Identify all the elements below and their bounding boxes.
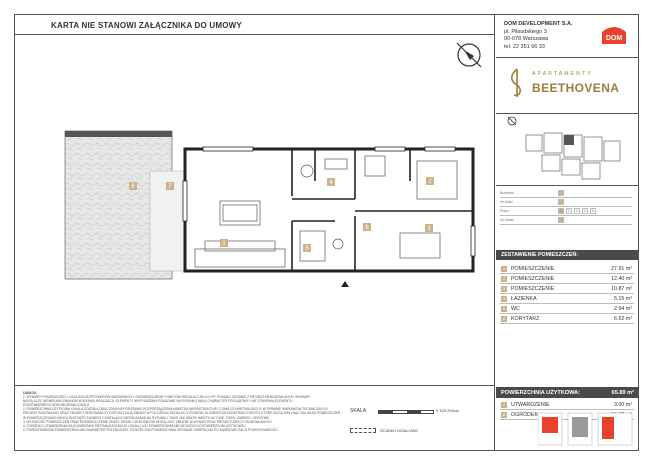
note-line: W POMIESZCZENIACH MOGĄ WYSTĄPIĆ ELEMENTY INSTALACJI NIEPOKAZANE NA RYSUNKU, TAKIE JAK KRATKI WENTYLACYJNE, PIONY, ZAWORY I SKRZYNKI (23, 415, 270, 420)
floor-selector (500, 189, 632, 225)
treble-clef-icon (506, 67, 528, 99)
note-line: 1. WYMIARY POMIESZCZEŃ, LOKALIZACJA PRZYBORÓW SANITARNYCH, ROZMIESZCZENIE PUNKTÓW INSTALACYJNYCH ITP. PODANO ZGODNIE Z PROJEKTEM BUDOWLANYM. WYMIARY (23, 395, 311, 400)
notes (15, 385, 495, 450)
apartment-walls (185, 149, 473, 271)
walls-legend (350, 428, 418, 433)
notes-title: UWAGA (23, 391, 37, 395)
brand-small-text: APARTAMENTY (532, 71, 593, 77)
room-row: 3 POMIESZCZENIE 10.87 m² (500, 284, 634, 294)
room-marker-8: 8 (131, 184, 135, 190)
usable-area-label: POWIERZCHNIA UŻYTKOWA: (501, 390, 581, 396)
label-unit: Nr lokalu (500, 218, 515, 222)
label-building: Budynek (500, 191, 514, 195)
room-row: 2 POMIESZCZENIE 12.40 m² (500, 274, 634, 284)
page-title: KARTA NIE STANOWI ZAŁĄCZNIKA DO UMOWY (15, 15, 495, 35)
usable-area (496, 387, 638, 398)
scale-label: SKALA: (350, 408, 368, 414)
room-row: 5 WC 2.94 m² (500, 304, 634, 314)
entrance-icon (341, 281, 349, 287)
floor-2: 2 (566, 208, 572, 214)
room-marker-6: 6 (365, 225, 369, 231)
brand-name: BEETHOVENA (532, 81, 620, 95)
floor-5: 5 (590, 208, 596, 214)
scale-bar (378, 410, 434, 414)
floor-1: 1 (558, 208, 564, 214)
developer-city: 00-078 Warszawa (504, 36, 549, 42)
room-marker-5: 5 (305, 246, 309, 252)
developer-name: DOM DEVELOPMENT S.A. (504, 21, 573, 27)
room-list (500, 264, 634, 324)
site-plan (506, 115, 631, 185)
note-line: MOGĄ ULEC NIEWIELKIM ZMIANOM W WYNIKU REALIZACJI. ELEMENTY WYPOSAŻENIA POKAZANE NA RYSUNKU MAJĄ CHARAKTER POGLĄDOWY I NIE STANOWIĄ ELEMENTU (23, 399, 293, 404)
room-row: 1 POMIESZCZENIE 27.91 m² (500, 264, 634, 274)
usable-area-value: 65.89 m² (611, 390, 634, 396)
walls-legend-label: ŚCIANKI DZIAŁOWE (380, 428, 419, 433)
developer-info (504, 21, 572, 51)
floor-4: 4 (582, 208, 588, 214)
room-row: 4 ŁAZIENKA 5.15 m² (500, 294, 634, 304)
note-line: 5. PRZEDSTAWIONA POWIERZCHNIA MA CHARAKTER PRZYBLIŻONY, OSTATECZNA POWIERZCHNIA ZOSTANIE OKREŚLONA PO INWENTARYZACJI POWYKONAWCZEJ (23, 427, 278, 432)
plan-panel (15, 15, 495, 450)
rooms-header: ZESTAWIENIE POMIESZCZEŃ: (496, 250, 638, 260)
svg-text:DOM: DOM (605, 35, 623, 42)
floor-plan (55, 121, 485, 311)
scale-numbers: 0 100 200cm (436, 408, 460, 413)
apartment-card (14, 14, 639, 451)
developer-street: pl. Piłsudskiego 3 (504, 28, 547, 35)
note-line: PROJEKT BUDOWLANY ORAZ PROJEKT WYKONAWCZY DOPUSZCZAJĄ ZMIANY W POLOŻENIU INSTALACJI, PIONÓW I ELEMENTÓW KONSTRUKCYJNYCH, KTÓRE MOGĄ WPŁYNĄĆ NA UKŁAD POMIESZCZEŃ (23, 411, 341, 416)
room-marker-7: 7 (168, 184, 172, 190)
label-staircase: Nr klatki (500, 200, 513, 204)
room-marker-4: 4 (329, 180, 333, 186)
floor-3: 3 (574, 208, 580, 214)
extra-row: 8 OGRÓDEK (500, 410, 634, 420)
room-row: 6 KORYTARZ 6.62 m² (500, 314, 634, 324)
room-marker-3: 3 (427, 226, 431, 232)
dom-logo-icon (600, 24, 628, 46)
certificate-badges (538, 411, 634, 447)
note-line: 4. OGRÓDKI I UTWARDZENIA SĄ ELEMENTAMI PRZYNALEŻNYMI DO LOKALU, ICH POWIERZCHNIA NIE WCHODZI DO POWIERZCHNI UŻYTKOWEJ (23, 423, 246, 428)
note-line: PODSTAWOWEGO WYKOŃCZENIA LOKALU (23, 403, 90, 408)
north-arrow-icon (451, 37, 487, 73)
developer-phone: tel. 22 351 66 33 (504, 43, 545, 50)
room-marker-2: 2 (428, 179, 432, 185)
extra-row: 7 UTWARDZENIE 3.00 m² (500, 400, 634, 410)
info-panel (496, 15, 638, 450)
note-line: 2. POWIERZCHNIA UŻYTKOWA LOKALU ZOSTAŁA OBLICZONA NA PODSTAWIE ROZPORZĄDZENIA MINISTRA INFRASTRUKTURY Z DNIA 12 KWIETNIA 2002 R. W SPRAWIE WARUNKÓW TECHNICZNYCH (23, 407, 328, 412)
dashed-wall-swatch (350, 428, 376, 433)
brand-logo (506, 65, 636, 105)
label-floor: Piętro (500, 209, 510, 213)
note-line: 3. WYSOKOŚĆ POMIESZCZEŃ ORAZ ROZMIESZCZENIE OKIEN, DRZWI I GRZEJNIKÓW MOGĄ ULEC ZMIANIE W WYNIKU PRAC PROJEKTOWYCH I BUDOWLANYCH (23, 419, 272, 424)
room-marker-1: 1 (222, 241, 226, 247)
